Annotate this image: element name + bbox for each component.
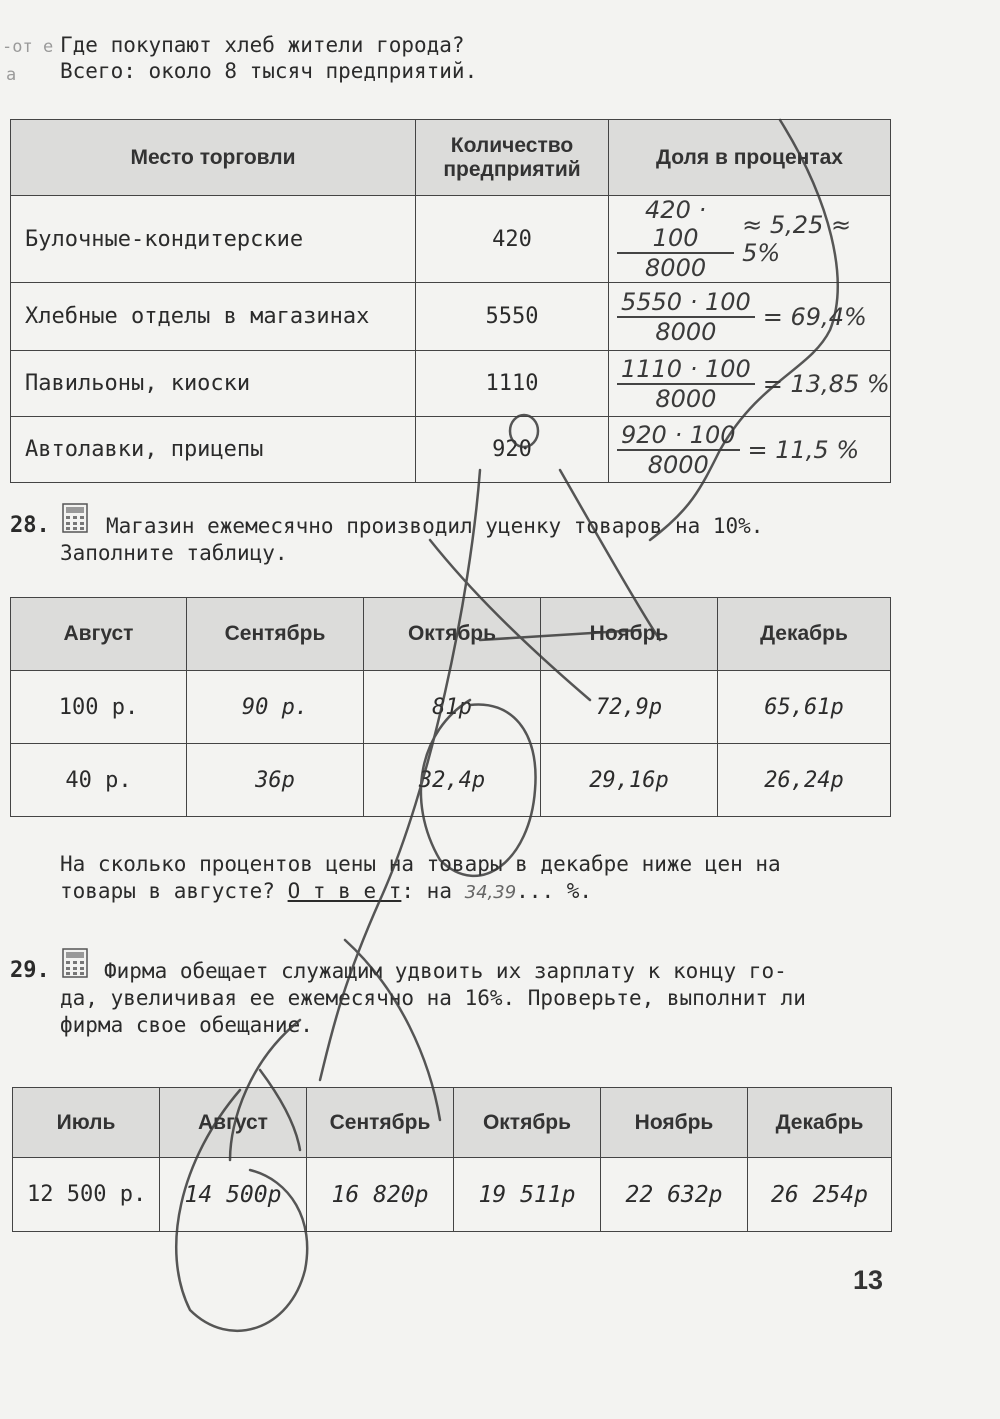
header-month: Октябрь [454,1088,601,1158]
intro-total: Всего: около 8 тысяч предприятий. [60,59,478,83]
intro-question: Где покупают хлеб жители города? [60,33,465,57]
salary-cell: 26 254р [748,1158,892,1232]
salary-cell: 22 632р [601,1158,748,1232]
header-share: Доля в процентах [609,120,891,196]
share-numerator: 5550 · 100 [617,288,755,318]
task-28-number: 28. [10,513,50,538]
share-cell [609,417,891,483]
margin-text-2: а [6,65,17,85]
price-cell: 65,61р [718,671,891,744]
salary-cell: 12 500 р. [13,1158,160,1232]
share-denominator: 8000 [647,450,709,479]
count-cell: 1110 [416,351,609,417]
markdown-table [10,597,891,817]
task-28-text-2: Заполните таблицу. [60,541,288,565]
salary-cell: 16 820р [307,1158,454,1232]
price-cell: 36р [187,744,364,817]
bread-shops-table [10,119,891,483]
place-cell: Автолавки, прицепы [11,417,416,483]
task-28-question-2 [60,878,592,906]
header-count: Количество предприятий [416,120,609,196]
price-cell: 100 р. [11,671,187,744]
price-cell: 26,24р [718,744,891,817]
task-29-text-2: да, увеличивая ее ежемесячно на 16%. Проверьте, выполнит ли [60,986,806,1010]
task-28-question-1: На сколько процентов цены на товары в декабре ниже цен на [60,852,781,876]
share-denominator: 8000 [645,254,707,282]
calculator-icon [62,503,88,533]
header-month: Ноябрь [541,598,718,671]
header-month: Декабрь [748,1088,892,1158]
price-cell: 32,4р [364,744,541,817]
question-text: товары в августе? [60,879,275,903]
task-29-number: 29. [10,958,50,983]
price-cell: 72,9р [541,671,718,744]
share-result: = 69,4% [762,302,867,331]
share-result: = 13,85 % [762,369,890,398]
count-cell: 5550 [416,283,609,351]
price-cell: 81р [364,671,541,744]
share-cell [609,196,891,283]
place-cell: Булочные-кондитерские [11,196,416,283]
task-28-text-1: Магазин ежемесячно производил уценку товаров на 10%. [106,514,764,538]
place-cell: Павильоны, киоски [11,351,416,417]
share-numerator: 1110 · 100 [617,355,755,385]
answer-handwritten: 34,39 [464,882,517,903]
header-month: Сентябрь [307,1088,454,1158]
price-cell: 29,16р [541,744,718,817]
answer-end: ... %. [516,879,593,903]
price-cell: 40 р. [11,744,187,817]
task-29-text-1: Фирма обещает служащим удвоить их зарплату к концу го- [104,959,787,983]
share-result: ≈ 5,25 ≈ 5% [742,211,852,267]
answer-label: О т в е т [287,879,402,903]
salary-cell: 14 500р [160,1158,307,1232]
count-cell: 420 [416,196,609,283]
count-cell: 920 [416,417,609,483]
share-cell [609,283,891,351]
header-month: Ноябрь [601,1088,748,1158]
header-month: Июль [13,1088,160,1158]
header-month: Август [160,1088,307,1158]
share-denominator: 8000 [655,384,717,413]
header-month: Декабрь [718,598,891,671]
salary-table [12,1087,892,1232]
share-result: = 11,5 % [747,435,860,464]
page-number: 13 [853,1265,884,1295]
share-numerator: 920 · 100 [617,421,740,451]
margin-text-1: -от е [2,37,54,57]
header-month: Октябрь [364,598,541,671]
price-cell: 90 р. [187,671,364,744]
share-numerator: 420 · 100 [617,196,734,254]
place-cell: Хлебные отделы в магазинах [11,283,416,351]
task-29-text-3: фирма свое обещание. [60,1013,313,1037]
share-denominator: 8000 [655,317,717,346]
answer-mid: : на [401,879,452,903]
salary-cell: 19 511р [454,1158,601,1232]
share-cell [609,351,891,417]
calculator-icon [62,948,88,978]
header-place: Место торговли [11,120,416,196]
header-month: Сентябрь [187,598,364,671]
header-month: Август [11,598,187,671]
